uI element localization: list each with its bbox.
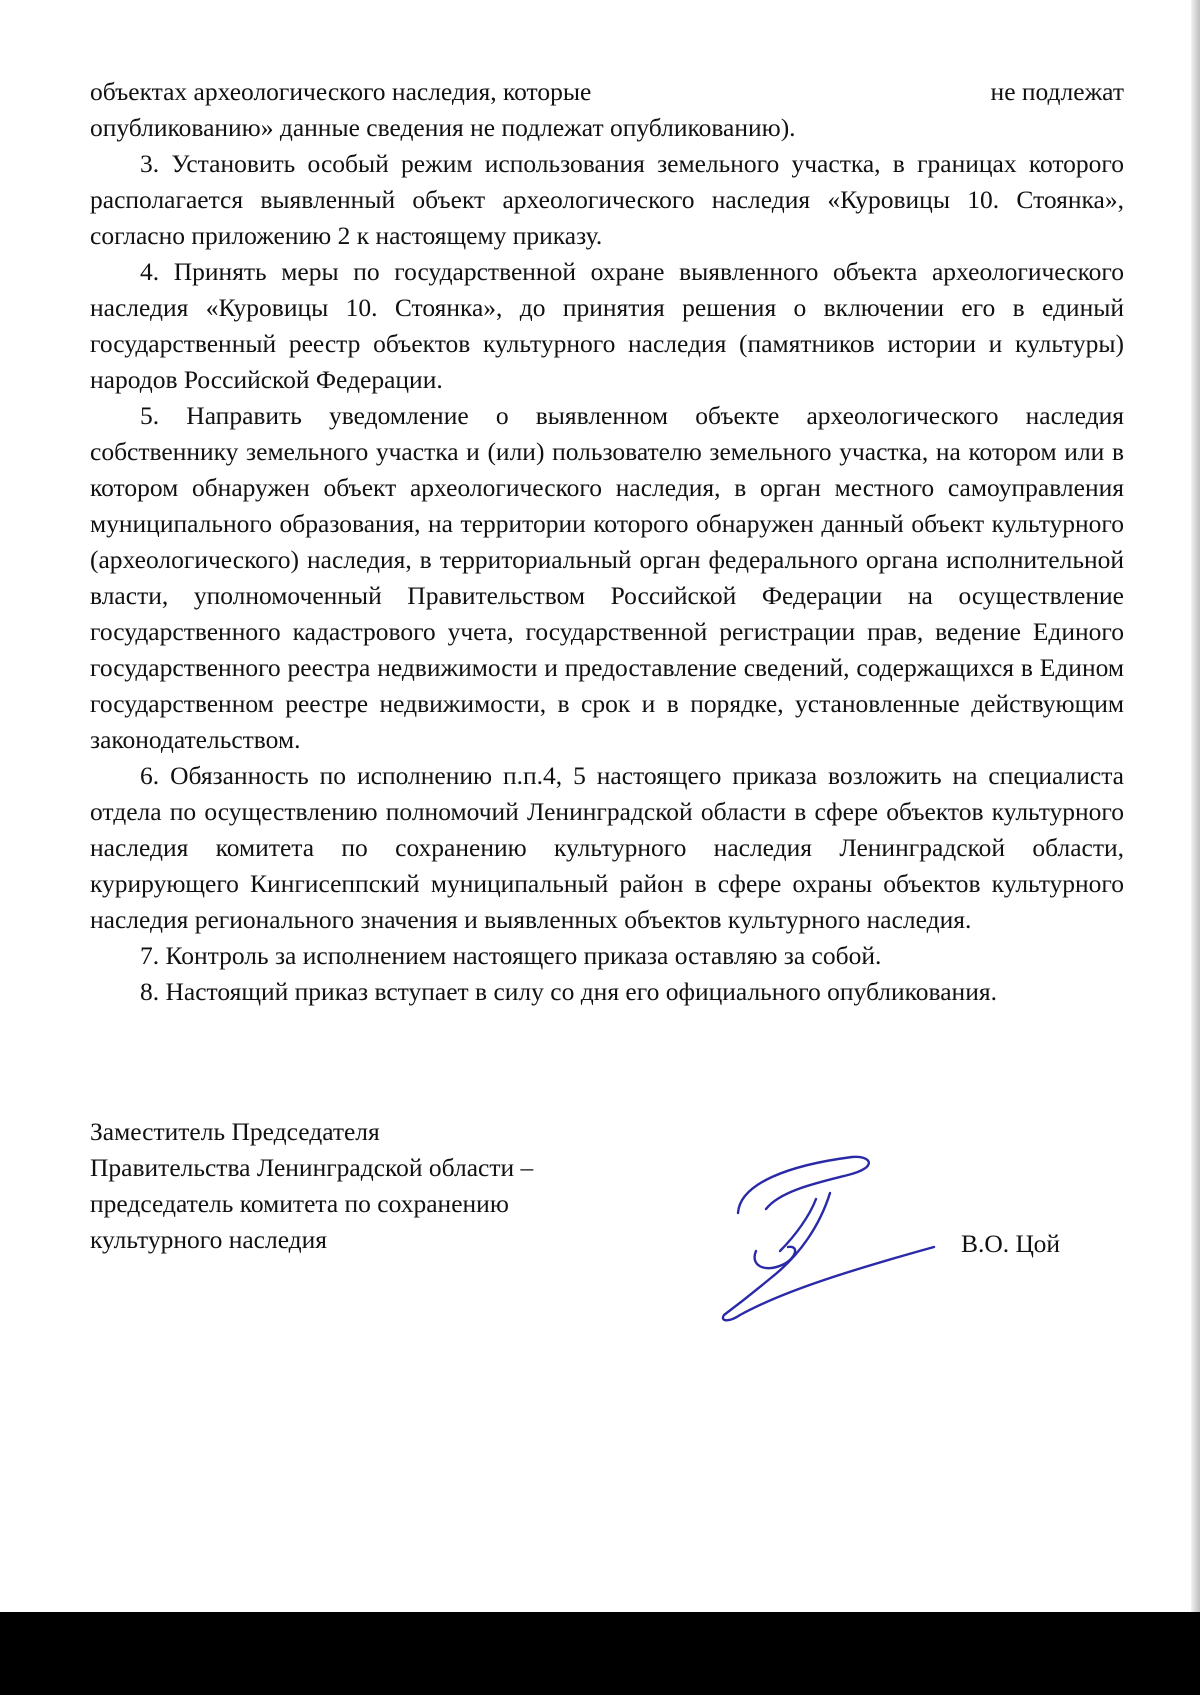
paragraph-7: 7. Контроль за исполнением настоящего приказа оставляю за собой.	[140, 941, 882, 970]
paragraph-8: 8. Настоящий приказ вступает в силу со дня его официального опубликования.	[140, 977, 997, 1006]
paragraph-6: 6. Обязанность по исполнению п.п.4, 5 настоящего приказа возложить на специалиста отдела по осуществлению полномочий Ленинградской области в сфере объектов культурного наследия комитета по сохранению культурного наследия Ленинградской области, курирующего Кингисеппский муниципальный район в сфере охраны объектов культурного наследия регионального значения и выявленных объектов культурного наследия.	[90, 761, 1124, 934]
signatory-title	[90, 1114, 650, 1258]
paragraph-intro-line2: опубликованию» данные сведения не подлежат опубликованию).	[90, 113, 796, 142]
paragraph-intro-line1	[90, 74, 1124, 110]
handwritten-signature	[720, 1155, 940, 1325]
paragraph-4: 4. Принять меры по государственной охране выявленного объекта археологического наследия «Куровицы 10. Стоянка», до принятия решения о включении его в единый государственный реестр объектов культурного наследия (памятников истории и культуры) народов Российской Федерации.	[90, 257, 1124, 394]
signatory-name: В.О. Цой	[961, 1229, 1061, 1258]
intro-text-right: не подлежат	[990, 77, 1124, 106]
scan-bottom-bar	[0, 1612, 1200, 1695]
signatory-title-line2: Правительства Ленинградской области –	[90, 1153, 534, 1182]
signatory-title-line3: председатель комитета по сохранению	[90, 1189, 509, 1218]
intro-text-left: объектах археологического наследия, которые	[90, 77, 592, 106]
paragraph-5: 5. Направить уведомление о выявленном объекте археологического наследия собственнику земельного участка и (или) пользователю земельного участка, на котором или в котором обнаружен объект археологического наследия, в орган местного самоуправления муниципального образования, на территории которого обнаружен данный объект культурного (археологического) наследия, в территориальный орган федерального органа исполнительной власти, уполномоченный Правительством Российской Федерации на осуществление государственного кадастрового учета, государственной регистрации прав, ведение Единого государственного реестра недвижимости и предоставление сведений, содержащихся в Едином государственном реестре недвижимости, в срок и в порядке, установленные действующим законодательством.	[90, 401, 1124, 754]
page-edge-shadow	[1191, 0, 1200, 1695]
signatory-title-line4: культурного наследия	[90, 1225, 328, 1254]
paragraph-3: 3. Установить особый режим использования земельного участка, в границах которого располагается выявленный объект археологического наследия «Куровицы 10. Стоянка», согласно приложению 2 к настоящему приказу.	[90, 149, 1124, 250]
document-body	[90, 74, 1124, 1010]
signatory-title-line1: Заместитель Председателя	[90, 1117, 380, 1146]
